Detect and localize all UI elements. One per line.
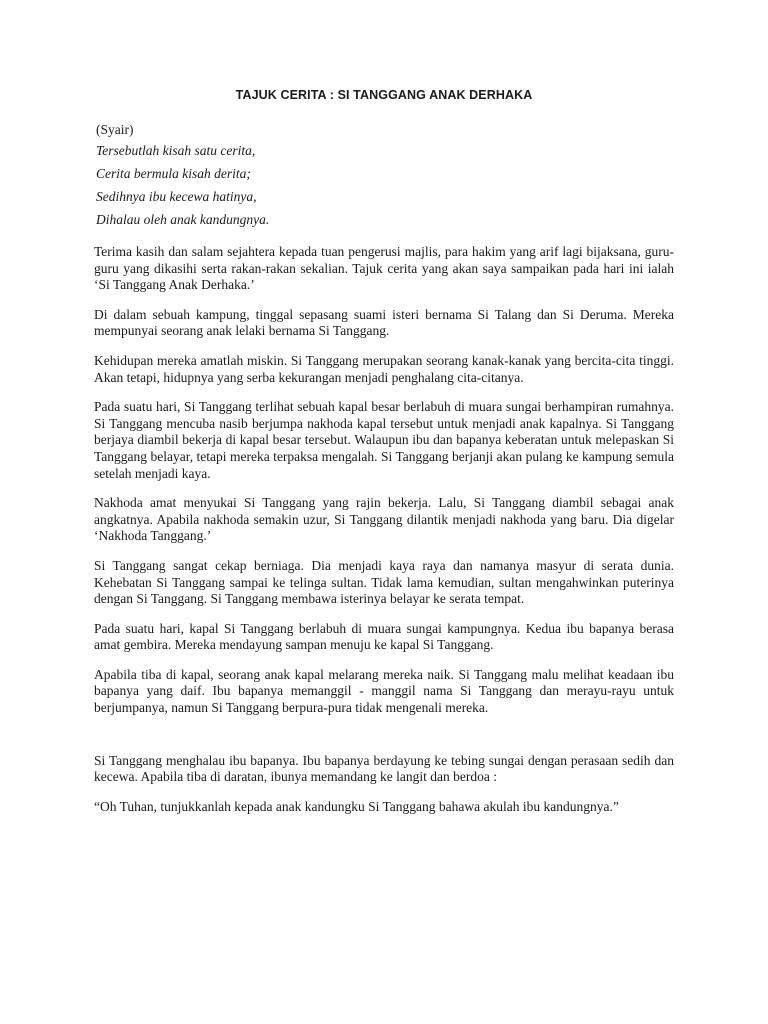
paragraph: Nakhoda amat menyukai Si Tanggang yang rajin bekerja. Lalu, Si Tanggang diambil sebagai anak angkatnya. Apabila nakhoda semakin uzur, Si Tanggang dilantik menjadi nakhoda yang baru. Dia digelar ‘Nakhoda Tanggang.’ (94, 495, 674, 544)
paragraph: Di dalam sebuah kampung, tinggal sepasang suami isteri bernama Si Talang dan Si Deruma. Mereka mempunyai seorang anak lelaki bernama Si Tanggang. (94, 306, 674, 339)
paragraph: Kehidupan mereka amatlah miskin. Si Tanggang merupakan seorang kanak-kanak yang bercita-cita tinggi. Akan tetapi, hidupnya yang serba kekurangan menjadi penghalang cita-citanya. (94, 352, 674, 385)
poem-line: Cerita bermula kisah derita; (96, 166, 251, 181)
closing-quote: “Oh Tuhan, tunjukkanlah kepada anak kandungku Si Tanggang bahawa akulah ibu kandungnya.” (94, 798, 619, 814)
paragraph: Si Tanggang menghalau ibu bapanya. Ibu bapanya berdayung ke tebing sungai dengan perasaan sedih dan kecewa. Apabila tiba di daratan, ibunya memandang ke langit dan berdoa : (94, 752, 674, 785)
poem-line: Tersebutlah kisah satu cerita, (96, 143, 256, 158)
paragraph: Terima kasih dan salam sejahtera kepada tuan pengerusi majlis, para hakim yang arif lagi bijaksana, guru-guru yang dikasihi serta rakan-rakan sekalian. Tajuk cerita yang akan saya sampaikan pada hari ini ialah ‘Si Tanggang Anak Derhaka.’ (94, 244, 674, 293)
paragraph: Apabila tiba di kapal, seorang anak kapal melarang mereka naik. Si Tanggang malu melihat keadaan ibu bapanya yang daif. Ibu bapanya memanggil - manggil nama Si Tanggang dan merayu-rayu untuk berjumpanya, namun Si Tanggang berpura-pura tidak mengenali mereka. (94, 666, 674, 716)
paragraph: Si Tanggang sangat cekap berniaga. Dia menjadi kaya raya dan namanya masyur di serata dunia. Kehebatan Si Tanggang sampai ke telinga sultan. Tidak lama kemudian, sultan mengahwinkan puterinya dengan Si Tanggang. Si Tanggang membawa isterinya belayar ke serata tempat. (94, 557, 674, 607)
poem-line: Sedihnya ibu kecewa hatinya, (96, 189, 257, 204)
poem-line: Dihalau oleh anak kandungnya. (96, 212, 270, 227)
document-title: TAJUK CERITA : SI TANGGANG ANAK DERHAKA (235, 88, 533, 102)
paragraph: Pada suatu hari, Si Tanggang terlihat sebuah kapal besar berlabuh di muara sungai berhampiran rumahnya. Si Tanggang mencuba nasib berjumpa nakhoda kapal tersebut untuk menjadi anak kapalnya. Si Tanggang berjaya diambil bekerja di kapal besar tersebut. Walaupun ibu dan bapanya keberatan untuk melepaskan Si Tanggang belayar, tetapi mereka terpaksa mengalah. Si Tanggang berjanji akan pulang ke kampung semula setelah menjadi kaya. (94, 399, 674, 481)
poem-label: (Syair) (96, 122, 134, 137)
story-body (94, 244, 674, 828)
poem-block (96, 120, 269, 231)
paragraph: Pada suatu hari, kapal Si Tanggang berlabuh di muara sungai kampungnya. Kedua ibu bapanya berasa amat gembira. Mereka mendayung sampan menuju ke kapal Si Tanggang. (94, 620, 674, 653)
